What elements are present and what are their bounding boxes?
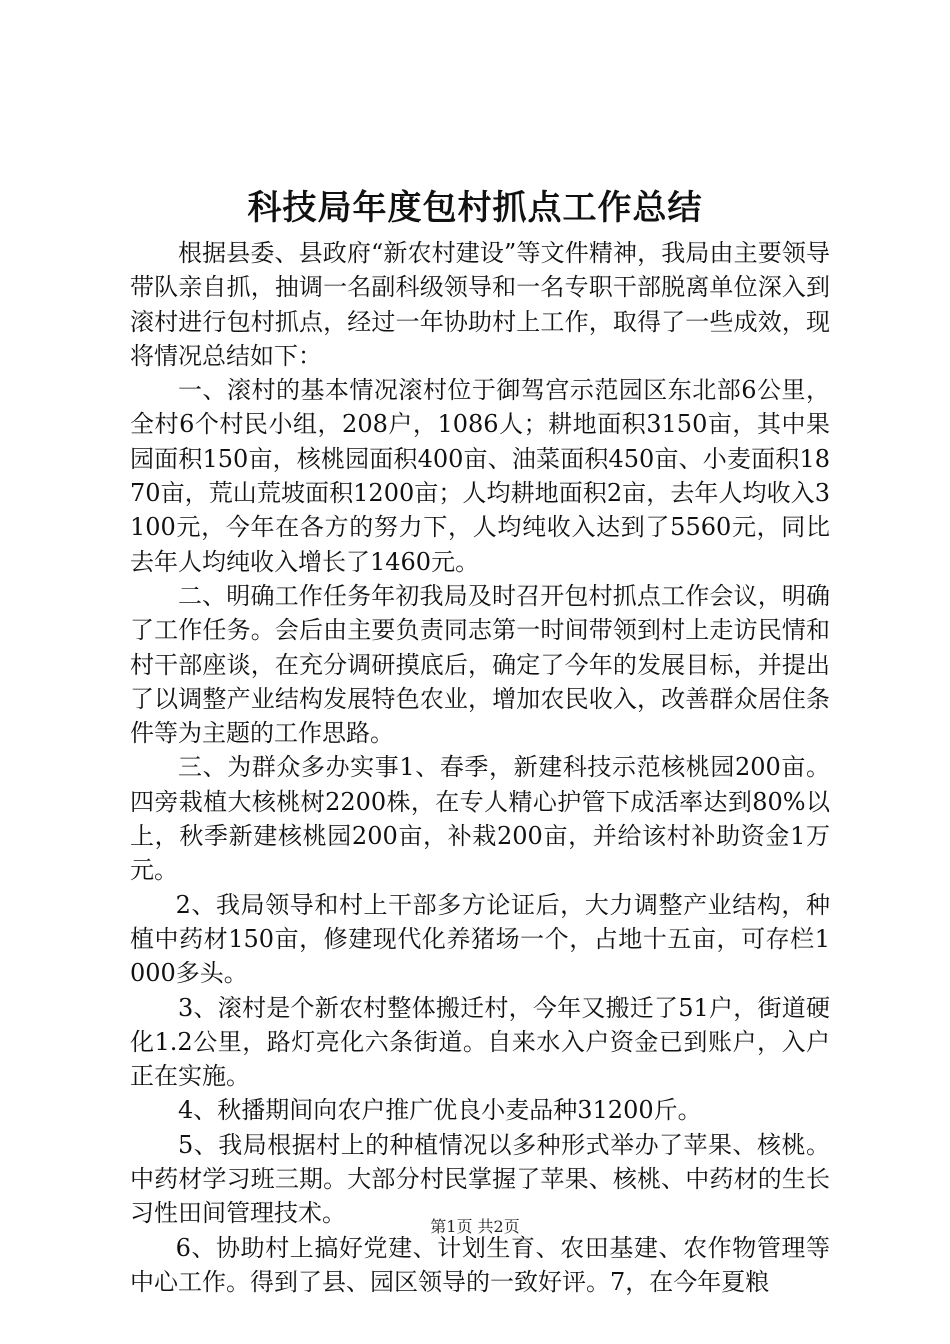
paragraph-item-3: 3、滚村是个新农村整体搬迁村，今年又搬迁了51户，街道硬化1.2公里，路灯亮化六条街道。自来水入户资金已到账户，入户正在实施。 [130,993,830,1091]
paragraph-item-2: 2、我局领导和村上干部多方论证后，大力调整产业结构，种植中药材150亩，修建现代化养猪场一个，占地十五亩，可存栏1000多头。 [130,890,830,988]
page-title: 科技局年度包村抓点工作总结 [247,188,703,228]
document-body [130,236,830,1299]
paragraph-section-2: 二、明确工作任务年初我局及时召开包村抓点工作会议，明确了工作任务。会后由主要负责同志第一时间带领到村上走访民情和村干部座谈，在充分调研摸底后，确定了今年的发展目标，并提出了以调整产业结构发展特色农业，增加农民收入，改善群众居住条件等为主题的工作思路。 [130,581,830,748]
paragraph-section-1: 一、滚村的基本情况滚村位于御驾宫示范园区东北部6公里，全村6个村民小组，208户，1086人；耕地面积3150亩，其中果园面积150亩，核桃园面积400亩、油菜面积450亩、小麦面积1870亩，荒山荒坡面积1200亩；人均耕地面积2亩，去年人均收入3100元，今年在各方的努力下，人均纯收入达到了5560元，同比去年人均纯收入增长了1460元。 [130,376,830,576]
page-number-footer: 第1页 共2页 [430,1217,520,1236]
paragraph-intro: 根据县委、县政府“新农村建设”等文件精神，我局由主要领导带队亲自抓，抽调一名副科级领导和一名专职干部脱离单位深入到滚村进行包村抓点，经过一年协助村上工作，取得了一些成效，现将情况总结如下： [130,239,830,370]
paragraph-item-6: 6、协助村上搞好党建、计划生育、农田基建、农作物管理等中心工作。得到了县、园区领导的一致好评。7，在今年夏粮 [130,1233,830,1296]
paragraph-section-3: 三、为群众多办实事1、春季，新建科技示范核桃园200亩。四旁栽植大核桃树2200株，在专人精心护管下成活率达到80%以上，秋季新建核桃园200亩，补栽200亩，并给该村补助资金1万元。 [130,753,830,885]
paragraph-item-4: 4、秋播期间向农户推广优良小麦品种31200斤。 [178,1096,702,1125]
paragraph-item-5: 5、我局根据村上的种植情况以多种形式举办了苹果、核桃。中药材学习班三期。大部分村民掌握了苹果、核桃、中药材的生长习性田间管理技术。 [130,1130,830,1228]
